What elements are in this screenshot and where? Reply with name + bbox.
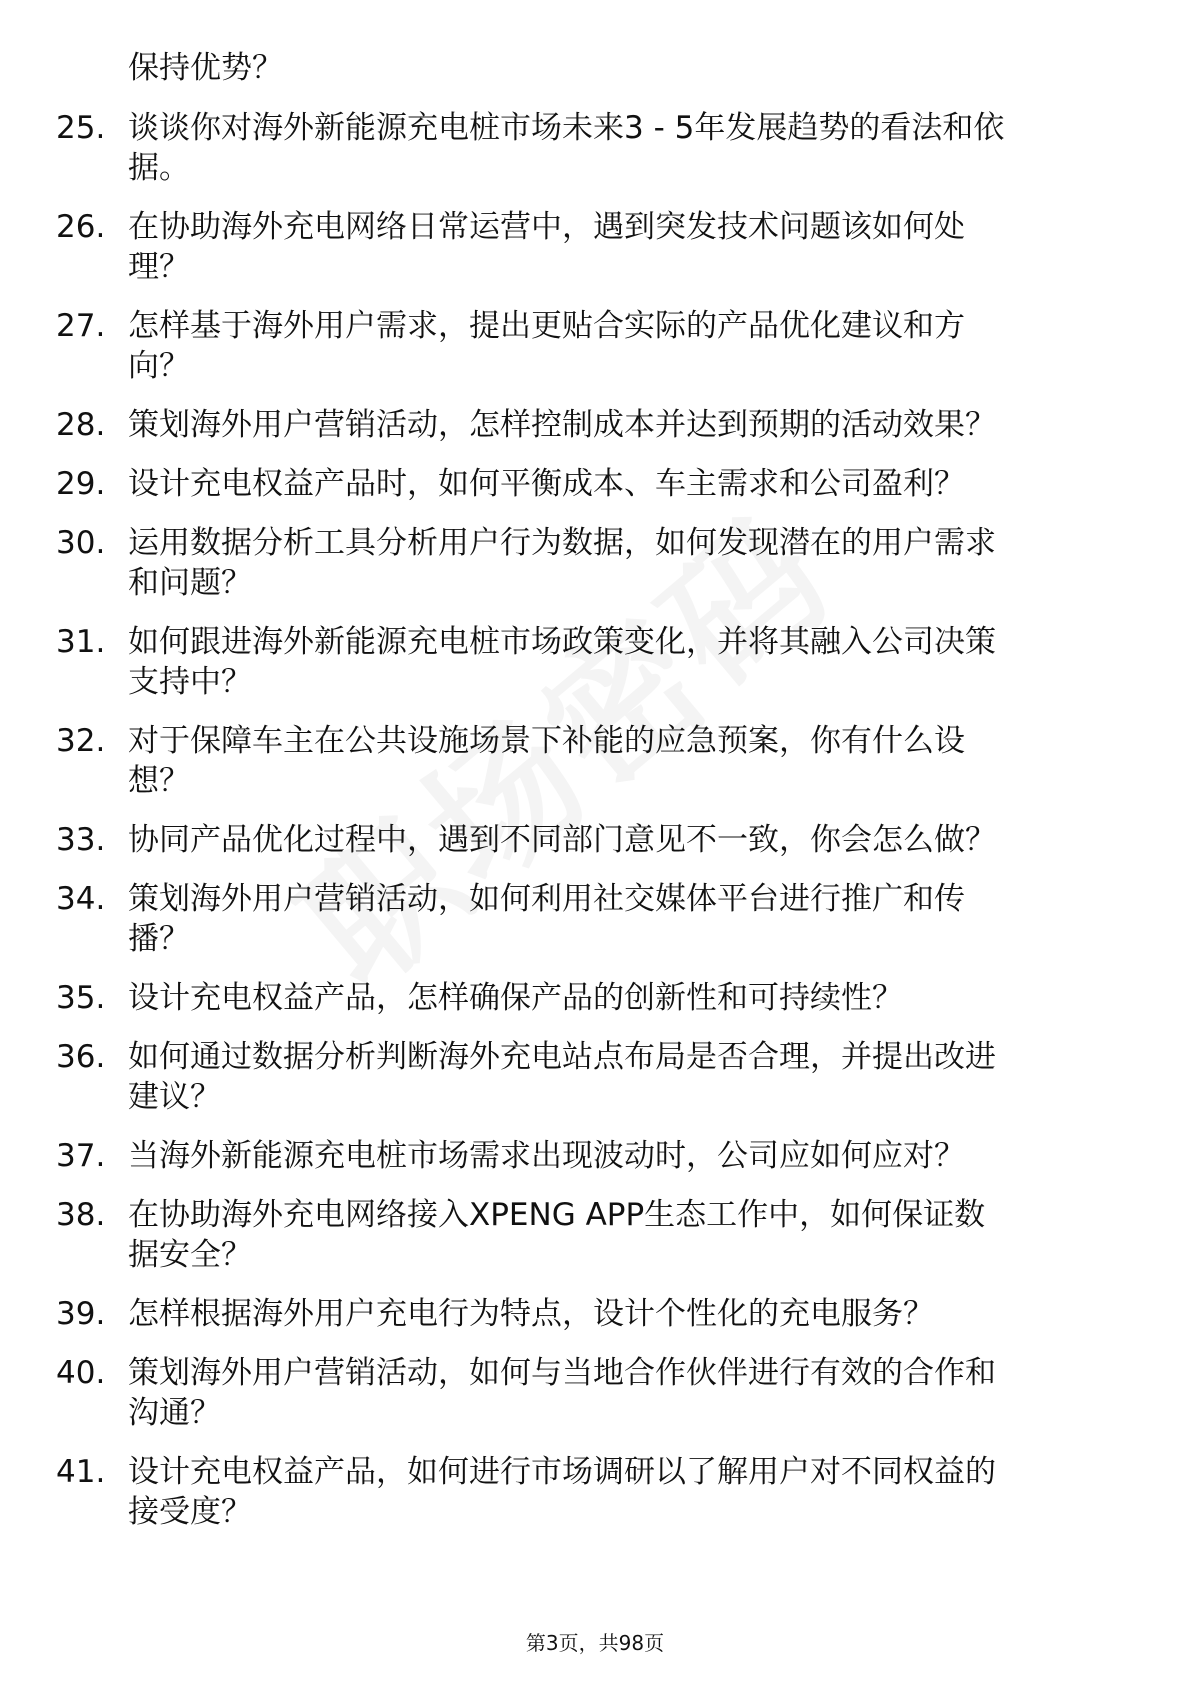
continuation-line: 保持优势？ bbox=[128, 50, 283, 86]
question-number: 37. bbox=[56, 1138, 106, 1174]
question-text-line: 设计充电权益产品时，如何平衡成本、车主需求和公司盈利？ bbox=[128, 466, 965, 502]
question-text-line: 对于保障车主在公共设施场景下补能的应急预案，你有什么设 bbox=[128, 723, 965, 759]
question-number: 33. bbox=[56, 822, 106, 858]
question-text bbox=[128, 1136, 1128, 1176]
question-text-line: 据。 bbox=[128, 150, 190, 186]
question-text-line: 如何跟进海外新能源充电桩市场政策变化，并将其融入公司决策 bbox=[128, 624, 996, 660]
question-text-line: 怎样根据海外用户充电行为特点，设计个性化的充电服务？ bbox=[128, 1296, 934, 1332]
page-footer: 第3页，共98页 bbox=[525, 1631, 665, 1655]
question-text-line: 和问题？ bbox=[128, 565, 252, 601]
question-text bbox=[128, 207, 1128, 287]
question-number: 26. bbox=[56, 209, 106, 245]
question-number: 31. bbox=[56, 624, 106, 660]
question-text-line: 设计充电权益产品，如何进行市场调研以了解用户对不同权益的 bbox=[128, 1454, 996, 1490]
question-text-line: 理？ bbox=[128, 249, 190, 285]
question-number: 40. bbox=[56, 1355, 106, 1391]
question-text-line: 想？ bbox=[128, 763, 190, 799]
question-number: 41. bbox=[56, 1454, 106, 1490]
question-text bbox=[128, 1037, 1128, 1117]
question-number: 27. bbox=[56, 308, 106, 344]
question-text-line: 支持中？ bbox=[128, 664, 252, 700]
question-text-line: 播？ bbox=[128, 921, 190, 957]
question-number: 34. bbox=[56, 881, 106, 917]
question-text-line: 谈谈你对海外新能源充电桩市场未来3 - 5年发展趋势的看法和依 bbox=[128, 110, 1005, 146]
question-number: 30. bbox=[56, 525, 106, 561]
question-text bbox=[128, 1195, 1128, 1275]
question-text-line: 沟通？ bbox=[128, 1395, 221, 1431]
question-number: 35. bbox=[56, 980, 106, 1016]
question-number: 32. bbox=[56, 723, 106, 759]
question-number: 39. bbox=[56, 1296, 106, 1332]
question-text-line: 如何通过数据分析判断海外充电站点布局是否合理，并提出改进 bbox=[128, 1039, 996, 1075]
question-text-line: 建议？ bbox=[128, 1079, 221, 1115]
question-text bbox=[128, 820, 1128, 860]
question-text bbox=[128, 108, 1128, 188]
question-number: 28. bbox=[56, 407, 106, 443]
question-text bbox=[128, 721, 1128, 801]
question-text-line: 在协助海外充电网络接入XPENG APP生态工作中，如何保证数 bbox=[128, 1197, 986, 1233]
question-text-line: 策划海外用户营销活动，如何与当地合作伙伴进行有效的合作和 bbox=[128, 1355, 996, 1391]
question-text-line: 接受度？ bbox=[128, 1494, 252, 1530]
question-text-line: 据安全？ bbox=[128, 1237, 252, 1273]
question-text bbox=[128, 464, 1128, 504]
question-text bbox=[128, 879, 1128, 959]
question-number: 38. bbox=[56, 1197, 106, 1233]
question-text bbox=[128, 622, 1128, 702]
question-number: 25. bbox=[56, 110, 106, 146]
question-text-line: 在协助海外充电网络日常运营中，遇到突发技术问题该如何处 bbox=[128, 209, 965, 245]
question-text bbox=[128, 978, 1128, 1018]
question-text-line: 向？ bbox=[128, 348, 190, 384]
question-text-line: 策划海外用户营销活动，如何利用社交媒体平台进行推广和传 bbox=[128, 881, 965, 917]
question-text bbox=[128, 1452, 1128, 1532]
question-text-line: 策划海外用户营销活动，怎样控制成本并达到预期的活动效果？ bbox=[128, 407, 996, 443]
question-text bbox=[128, 306, 1128, 386]
question-text bbox=[128, 523, 1128, 603]
question-text bbox=[128, 405, 1128, 445]
question-text-line: 设计充电权益产品，怎样确保产品的创新性和可持续性？ bbox=[128, 980, 903, 1016]
question-number: 36. bbox=[56, 1039, 106, 1075]
question-text-line: 当海外新能源充电桩市场需求出现波动时，公司应如何应对？ bbox=[128, 1138, 965, 1174]
question-text-line: 协同产品优化过程中，遇到不同部门意见不一致，你会怎么做？ bbox=[128, 822, 996, 858]
question-text bbox=[128, 1353, 1128, 1433]
question-text bbox=[128, 1294, 1128, 1334]
question-text-line: 怎样基于海外用户需求，提出更贴合实际的产品优化建议和方 bbox=[128, 308, 965, 344]
question-text-line: 运用数据分析工具分析用户行为数据，如何发现潜在的用户需求 bbox=[128, 525, 996, 561]
question-number: 29. bbox=[56, 466, 106, 502]
